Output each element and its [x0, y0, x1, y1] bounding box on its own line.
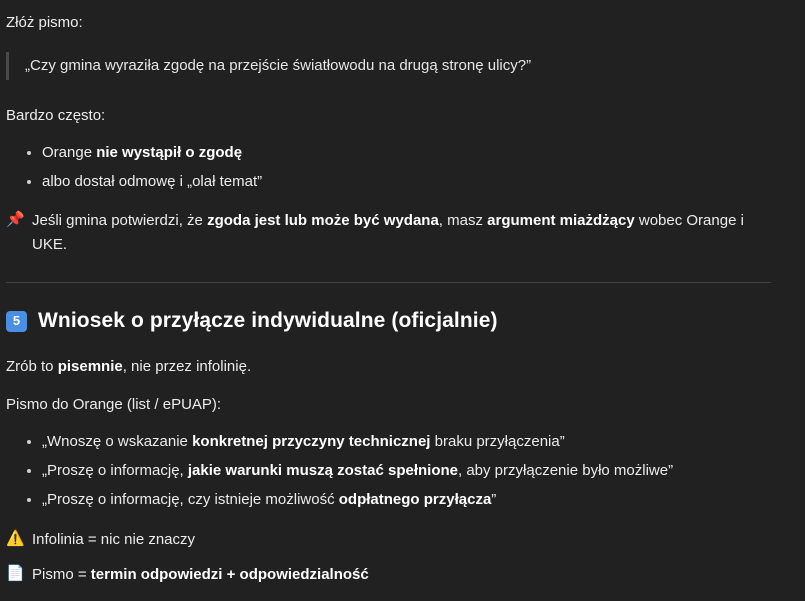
section-title: Wniosek o przyłącze indywidualne (oficjalnie) — [38, 308, 498, 332]
lead-text: Złóż pismo: — [6, 14, 83, 31]
instruction-suffix: , nie przez infolinię. — [122, 358, 252, 376]
item-prefix: „Proszę o informację, — [42, 462, 188, 480]
item-suffix: braku przyłączenia” — [430, 432, 565, 450]
pin-part2: , masz — [438, 212, 488, 230]
blockquote — [6, 52, 771, 79]
section-heading — [6, 305, 771, 338]
list-item — [42, 141, 771, 164]
list-item — [42, 430, 771, 453]
instruction-line — [6, 355, 771, 378]
item-bold: jakie warunki muszą zostać spełnione — [187, 462, 458, 480]
document-note-text — [32, 563, 771, 586]
item-prefix: „Wnoszę o wskazanie — [42, 432, 193, 450]
pushpin-icon: 📌 — [6, 211, 25, 229]
item-prefix: albo dostał odmowę i „olał temat” — [42, 173, 263, 190]
pin-note — [6, 209, 771, 256]
warning-note — [6, 528, 771, 551]
pin-note-text — [32, 209, 771, 256]
pin-bold1: zgoda jest lub może być wydana — [207, 212, 439, 230]
blockquote-text: „Czy gmina wyraziła zgodę na przejście światłowodu na drugą stronę ulicy?” — [25, 57, 532, 75]
item-prefix: Orange — [42, 143, 97, 161]
item-bold: odpłatnego przyłącza — [338, 491, 492, 509]
section-divider — [6, 282, 771, 283]
section-number-badge: 5 — [6, 311, 27, 332]
document-note — [6, 563, 771, 586]
pin-part1: Jeśli gmina potwierdzi, że — [32, 212, 208, 230]
list-item — [42, 170, 771, 193]
item-suffix: , aby przyłączenie było możliwe” — [458, 462, 674, 480]
doc-prefix: Pismo = — [32, 565, 91, 583]
page-icon: 📄 — [6, 564, 25, 582]
item-bold: nie wystąpił o zgodę — [96, 143, 243, 161]
list-item — [42, 459, 771, 482]
instruction-bold: pisemnie — [57, 358, 123, 376]
item-suffix: ” — [491, 491, 497, 509]
letter-list — [6, 430, 771, 512]
instruction-prefix: Zrób to — [6, 358, 58, 376]
item-bold: konkretnej przyczyny technicznej — [192, 432, 431, 450]
item-prefix: „Proszę o informację, czy istnieje możliwość — [42, 491, 339, 509]
warn-prefix: Infolinia = nic nie znaczy — [32, 530, 196, 548]
frequency-list — [6, 141, 771, 194]
warning-note-text — [32, 528, 771, 551]
warning-icon: ⚠️ — [6, 529, 25, 547]
frequency-intro: Bardzo często: — [6, 106, 106, 124]
letter-intro: Pismo do Orange (list / ePUAP): — [6, 395, 222, 413]
pin-part3: wobec Orange i UKE. — [32, 212, 744, 253]
pin-bold2: argument miażdżący — [487, 212, 635, 230]
doc-bold: termin odpowiedzi + odpowiedzialność — [90, 565, 369, 583]
list-item — [42, 488, 771, 511]
